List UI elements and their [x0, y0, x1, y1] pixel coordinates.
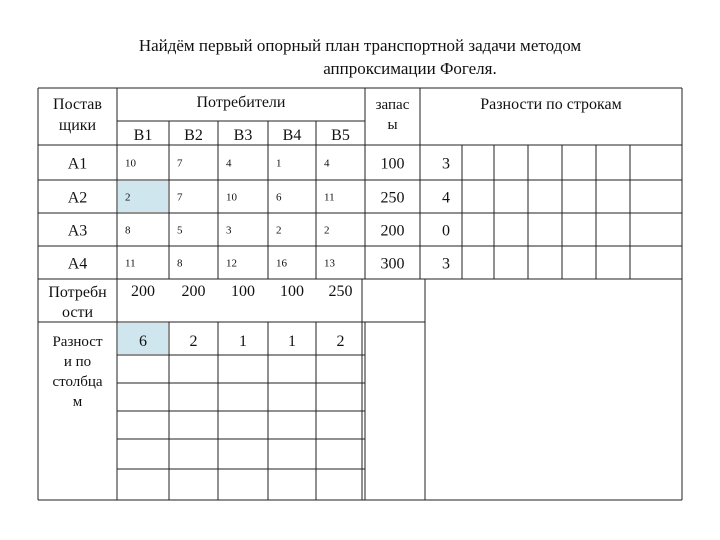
col-diff-label-0: Разност — [52, 334, 103, 350]
cost-cell: 13 — [324, 257, 335, 270]
demand-label-1: ости — [61, 304, 94, 321]
cost-cell: 7 — [177, 157, 183, 170]
supplier-A4: A4 — [67, 255, 88, 273]
col-diff-label-3: м — [72, 394, 83, 410]
cost-cell: 10 — [125, 157, 136, 170]
cost-cell: 11 — [125, 257, 136, 270]
cost-cell: 6 — [276, 191, 282, 204]
cost-cell: 4 — [324, 157, 330, 170]
cost-cell: 8 — [125, 224, 131, 237]
cost-cell: 2 — [276, 224, 282, 237]
suppliers-header-0: Постав — [53, 96, 102, 113]
demand-value: 100 — [231, 283, 255, 300]
col-diff-value: 2 — [189, 333, 198, 350]
cost-cell: 7 — [177, 191, 183, 204]
cost-cell: 10 — [226, 191, 237, 204]
supply-header-1: ы — [387, 117, 398, 133]
cost-cell: 2 — [324, 224, 330, 237]
col-diff-label-1: и по — [63, 354, 92, 370]
col-diff-value: 1 — [239, 333, 247, 350]
demand-label-0: Потребн — [48, 284, 107, 301]
supply-value: 250 — [380, 189, 405, 207]
consumer-B5: B5 — [331, 127, 350, 144]
suppliers-header-1: щики — [58, 117, 97, 134]
supplier-A2: A2 — [67, 189, 88, 207]
demand-value: 100 — [280, 283, 304, 300]
supply-value: 300 — [380, 255, 405, 273]
title-line-1: Найдём первый опорный план транспортной задачи методом — [138, 36, 582, 55]
col-diff-label-2: столбца — [52, 374, 103, 390]
demand-value: 200 — [131, 283, 155, 300]
title-line-2: аппроксимации Фогеля. — [323, 59, 497, 78]
supply-value: 200 — [380, 222, 405, 240]
demand-value: 200 — [181, 283, 206, 300]
row-diff-value: 3 — [442, 155, 450, 173]
cost-cell: 5 — [177, 224, 183, 237]
cost-cell: 12 — [226, 257, 237, 270]
consumer-B2: B2 — [184, 127, 203, 144]
consumer-B4: B4 — [282, 127, 302, 144]
col-diff-value: 1 — [288, 333, 296, 350]
cost-cell: 3 — [226, 224, 232, 237]
cost-cell: 4 — [226, 157, 232, 170]
supplier-A1: A1 — [67, 155, 88, 173]
demand-value: 250 — [328, 283, 353, 300]
row-diff-value: 3 — [442, 255, 450, 273]
cost-cell: 8 — [177, 257, 183, 270]
col-diff-value: 2 — [336, 333, 345, 350]
consumer-B3: B3 — [233, 127, 253, 144]
supply-value: 100 — [380, 155, 405, 173]
supply-header-0: запас — [375, 97, 410, 113]
consumers-header: Потребители — [196, 94, 286, 111]
cost-cell: 1 — [276, 157, 282, 170]
cost-cell: 11 — [324, 191, 335, 204]
row-diff-value: 0 — [442, 222, 450, 240]
cost-cell: 16 — [276, 257, 287, 270]
supplier-A3: A3 — [67, 222, 88, 240]
row-diff-value: 4 — [442, 189, 450, 207]
row-diff-header: Разности по строкам — [480, 96, 622, 113]
col-diff-value: 6 — [139, 333, 147, 350]
cost-cell: 2 — [125, 191, 131, 204]
consumer-B1: B1 — [133, 127, 153, 144]
